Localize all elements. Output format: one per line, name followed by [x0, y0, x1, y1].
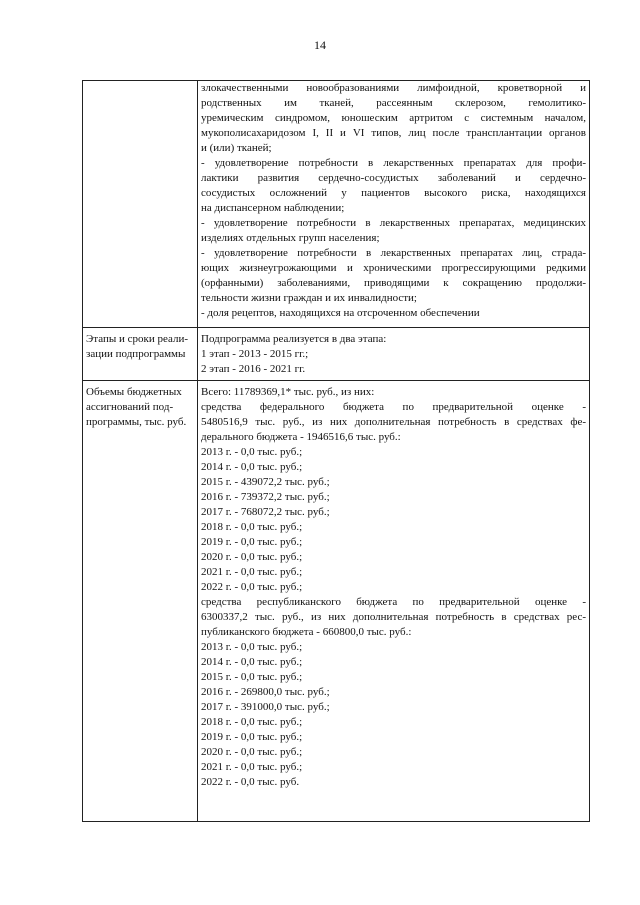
- content-line: 2021 г. - 0,0 тыс. руб.;: [201, 566, 303, 578]
- content-line: - удовлетворение потребности в лекарственных препаратах для профи-: [201, 157, 586, 169]
- row-label-cell: [83, 328, 198, 381]
- table-row-stages: [83, 328, 590, 381]
- table-row-goals-continuation: [83, 81, 590, 328]
- content-line: - удовлетворение потребности в лекарственных препаратах лиц, страда-: [201, 247, 586, 259]
- content-line: на диспансерном наблюдении;: [201, 202, 345, 214]
- row-label-line: Этапы и сроки реали-: [86, 333, 189, 345]
- row-content-cell: [198, 81, 590, 328]
- content-line: 2016 г. - 269800,0 тыс. руб.;: [201, 686, 330, 698]
- content-line: 2017 г. - 768072,2 тыс. руб.;: [201, 506, 330, 518]
- content-line: 2022 г. - 0,0 тыс. руб.: [201, 776, 300, 788]
- content-line: 2014 г. - 0,0 тыс. руб.;: [201, 461, 303, 473]
- content-line: - удовлетворение потребности в лекарственных препаратах, медицинских: [201, 217, 586, 229]
- content-line: средства республиканского бюджета по предварительной оценке -: [201, 596, 586, 608]
- content-line: мукополисахаридозом I, II и VI типов, лиц после трансплантации органов: [201, 127, 586, 139]
- content-line: 2017 г. - 391000,0 тыс. руб.;: [201, 701, 330, 713]
- content-line: (орфанными) заболеваниями, приводящими к сокращению продолжи-: [201, 277, 586, 289]
- subprogram-passport-table: [82, 80, 590, 822]
- content-line: 2014 г. - 0,0 тыс. руб.;: [201, 656, 303, 668]
- content-line: и (или) тканей;: [201, 142, 272, 154]
- table-row-budget: [83, 381, 590, 822]
- content-line: 2020 г. - 0,0 тыс. руб.;: [201, 746, 303, 758]
- content-line: 2013 г. - 0,0 тыс. руб.;: [201, 641, 303, 653]
- content-line: средства федерального бюджета по предварительной оценке -: [201, 401, 586, 413]
- row-label-cell: [83, 81, 198, 328]
- content-line: 6300337,2 тыс. руб., из них дополнительная потребность в средствах рес-: [201, 611, 586, 623]
- content-line: 2018 г. - 0,0 тыс. руб.;: [201, 521, 303, 533]
- content-line: 5480516,9 тыс. руб., из них дополнительная потребность в средствах фе-: [201, 416, 586, 428]
- row-content-cell: [198, 328, 590, 381]
- content-line: 2015 г. - 0,0 тыс. руб.;: [201, 671, 303, 683]
- content-line: ющих жизнеугрожающими и хроническими прогрессирующими редкими: [201, 262, 586, 274]
- content-line: 2 этап - 2016 - 2021 гг.: [201, 363, 306, 375]
- content-line: изделиях отдельных групп населения;: [201, 232, 380, 244]
- content-line: 2019 г. - 0,0 тыс. руб.;: [201, 536, 303, 548]
- content-line: публиканского бюджета - 660800,0 тыс. руб.:: [201, 626, 412, 638]
- content-line: родственных им тканей, рассеянным склерозом, гемолитико-: [201, 97, 586, 109]
- content-line: 2018 г. - 0,0 тыс. руб.;: [201, 716, 303, 728]
- content-line: 2020 г. - 0,0 тыс. руб.;: [201, 551, 303, 563]
- row-label-line: программы, тыс. руб.: [86, 416, 187, 428]
- content-line: сосудистых осложнений у пациентов высокого риска, находящихся: [201, 187, 586, 199]
- content-line: 1 этап - 2013 - 2015 гг.;: [201, 348, 309, 360]
- content-line: 2021 г. - 0,0 тыс. руб.;: [201, 761, 303, 773]
- content-line: лактики развития сердечно-сосудистых заболеваний и сердечно-: [201, 172, 586, 184]
- content-line: 2022 г. - 0,0 тыс. руб.;: [201, 581, 303, 593]
- content-line: 2015 г. - 439072,2 тыс. руб.;: [201, 476, 330, 488]
- row-label-cell: [83, 381, 198, 822]
- content-line: 2016 г. - 739372,2 тыс. руб.;: [201, 491, 330, 503]
- content-line: Подпрограмма реализуется в два этапа:: [201, 333, 387, 345]
- content-line: - доля рецептов, находящихся на отсроченном обеспечении: [201, 307, 480, 319]
- content-line: злокачественными новообразованиями лимфоидной, кроветворной и: [201, 82, 586, 94]
- content-line: тельности жизни граждан и их инвалидности;: [201, 292, 417, 304]
- content-line: Всего: 11789369,1* тыс. руб., из них:: [201, 386, 375, 398]
- content-line: дерального бюджета - 1946516,6 тыс. руб.:: [201, 431, 401, 443]
- page-number: 14: [314, 38, 326, 52]
- content-line: 2019 г. - 0,0 тыс. руб.;: [201, 731, 303, 743]
- content-line: уремическим синдромом, юношеским артритом с системным началом,: [201, 112, 586, 124]
- content-line: 2013 г. - 0,0 тыс. руб.;: [201, 446, 303, 458]
- row-label-line: зации подпрограммы: [86, 348, 186, 360]
- row-content-cell: [198, 381, 590, 822]
- row-label-line: ассигнований под-: [86, 401, 174, 413]
- row-label-line: Объемы бюджетных: [86, 386, 182, 398]
